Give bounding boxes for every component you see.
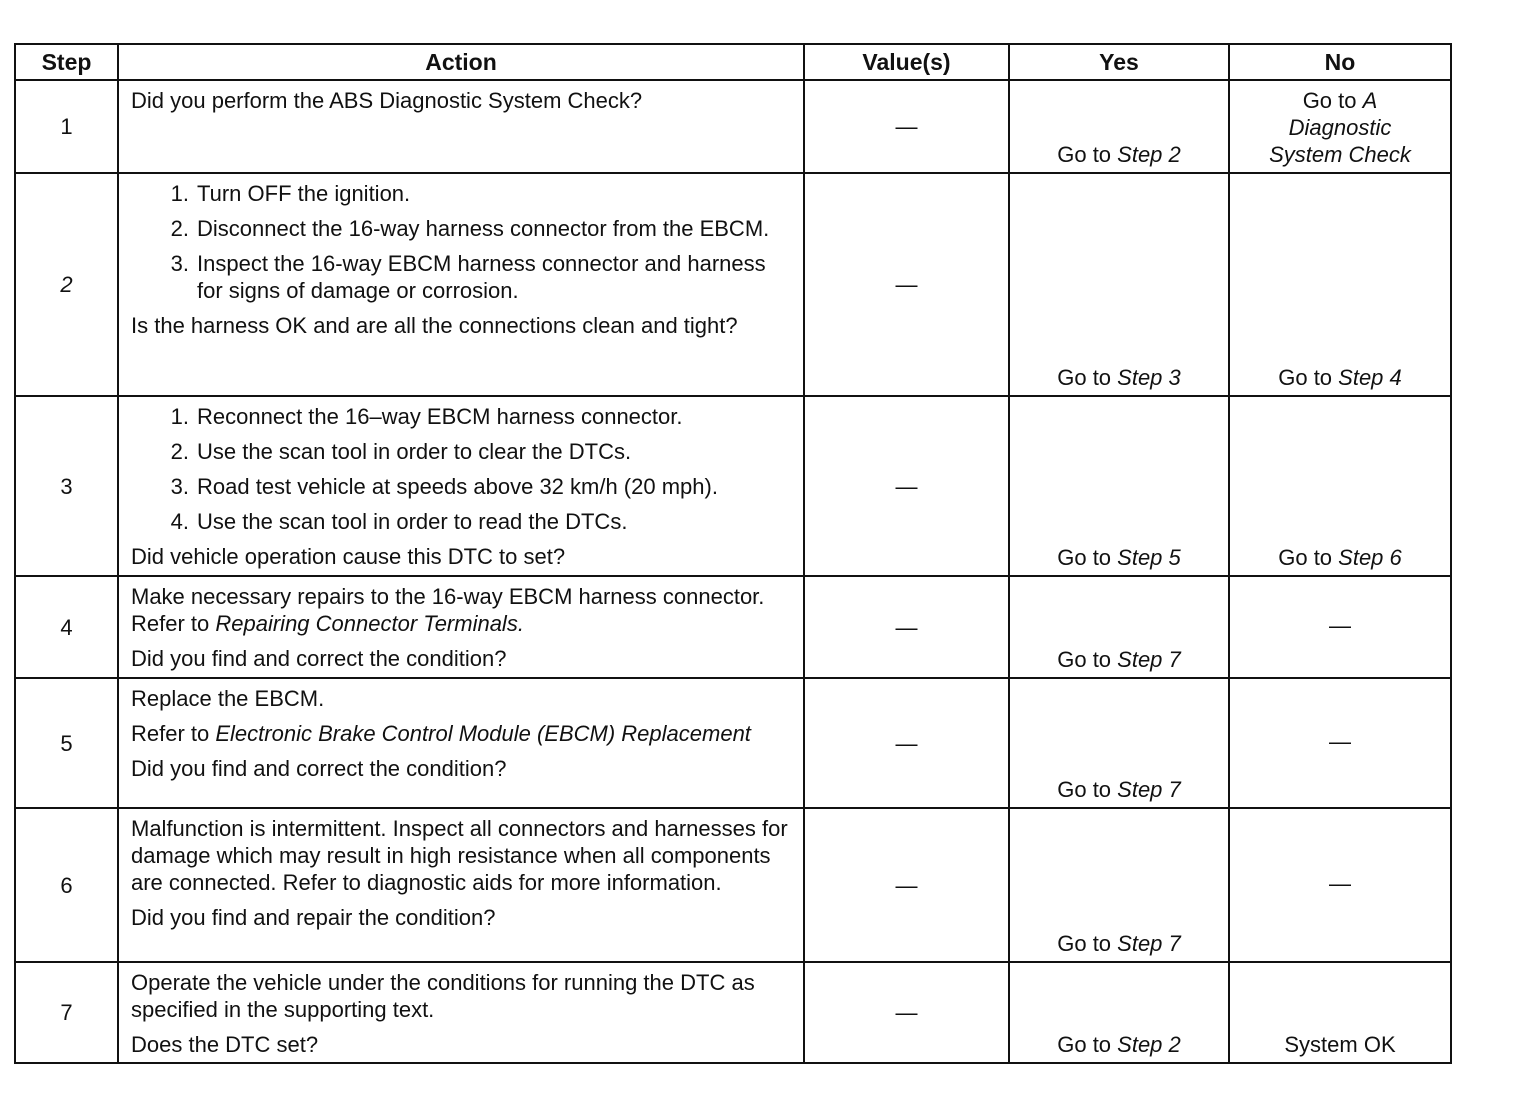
no-cell: Go to Step 6 [1229, 396, 1451, 576]
value-cell: — [804, 173, 1009, 396]
step-number: 3 [15, 396, 118, 576]
step-number: 6 [15, 808, 118, 962]
value-cell: — [804, 808, 1009, 962]
action-question: Does the DTC set? [131, 1032, 319, 1057]
value-cell: — [804, 80, 1009, 173]
list-item: 2. Use the scan tool in order to clear the DTCs. [170, 439, 632, 464]
list-item: 2. Disconnect the 16-way harness connector from the EBCM. [170, 216, 770, 241]
list-item: 3. Inspect the 16-way EBCM harness connector and harness for signs of damage or corrosion. [170, 251, 766, 303]
yes-step-link: Step 7 [1117, 931, 1181, 956]
table-row [15, 576, 1451, 678]
list-item: 3. Road test vehicle at speeds above 32 km/h (20 mph). [170, 474, 718, 499]
yes-prefix: Go to [1057, 142, 1118, 167]
action-question: Did you find and correct the condition? [131, 646, 507, 671]
action-cell [118, 173, 804, 396]
action-steps [131, 180, 793, 304]
header-row [15, 44, 1451, 80]
action-text: Replace the EBCM. [131, 686, 325, 711]
step-number-text: 2 [60, 272, 73, 297]
no-cell: — [1229, 678, 1451, 808]
reference-link: Electronic Brake Control Module (EBCM) Replacement [215, 721, 751, 746]
no-cell: Go to Step 4 [1229, 173, 1451, 396]
action-cell [118, 962, 804, 1063]
action-question: Did you find and correct the condition? [131, 756, 507, 781]
no-cell: — [1229, 808, 1451, 962]
header-action: Action [118, 44, 804, 80]
header-yes: Yes [1009, 44, 1229, 80]
action-steps [131, 403, 793, 535]
no-ref-a: A [1362, 88, 1378, 113]
reference-link: Repairing Connector Terminals. [215, 611, 524, 636]
yes-cell: Go to Step 7 [1009, 576, 1229, 678]
yes-step-link: Step 2 [1117, 142, 1181, 167]
no-step-link: Step 4 [1338, 365, 1402, 390]
table-row [15, 962, 1451, 1063]
header-step: Step [15, 44, 118, 80]
yes-cell: Go to Step 2 [1009, 962, 1229, 1063]
header-no: No [1229, 44, 1451, 80]
value-cell: — [804, 396, 1009, 576]
step-number: 5 [15, 678, 118, 808]
step-number [15, 173, 118, 396]
step-number: 4 [15, 576, 118, 678]
header-values: Value(s) [804, 44, 1009, 80]
no-step-link: Step 6 [1338, 545, 1402, 570]
action-cell [118, 396, 804, 576]
yes-cell: Go to Step 7 [1009, 808, 1229, 962]
yes-step-link: Step 7 [1117, 777, 1181, 802]
yes-cell: Go to Step 5 [1009, 396, 1229, 576]
no-cell: System OK [1229, 962, 1451, 1063]
yes-step-link: Step 5 [1117, 545, 1181, 570]
list-item: 4. Use the scan tool in order to read the DTCs. [170, 509, 628, 534]
action-cell [118, 678, 804, 808]
step-number: 7 [15, 962, 118, 1063]
action-text: Operate the vehicle under the conditions for running the DTC as specified in the supporting text. [131, 970, 755, 1022]
table-row [15, 80, 1451, 173]
list-item: 1. Reconnect the 16–way EBCM harness connector. [170, 404, 683, 429]
yes-cell: Go to Step 3 [1009, 173, 1229, 396]
action-text: Make necessary repairs to the 16-way EBCM harness connector. Refer to Repairing Connector Terminals. [131, 584, 765, 636]
action-question: Did you find and repair the condition? [131, 905, 496, 930]
action-text: Malfunction is intermittent. Inspect all connectors and harnesses for damage which may result in high resistance when all components are connected. Refer to diagnostic aids for more information. [131, 816, 788, 895]
value-cell: — [804, 576, 1009, 678]
action-question: Did vehicle operation cause this DTC to set? [131, 544, 566, 569]
no-ref-line2: Diagnostic [1288, 115, 1392, 140]
diagnostic-table [14, 43, 1452, 1064]
yes-step-link: Step 3 [1117, 365, 1181, 390]
action-cell [118, 576, 804, 678]
step-number: 1 [15, 80, 118, 173]
action-reference: Refer to Electronic Brake Control Module (EBCM) Replacement [131, 721, 751, 746]
value-cell: — [804, 962, 1009, 1063]
table-row [15, 808, 1451, 962]
action-cell [118, 808, 804, 962]
action-question: Did you perform the ABS Diagnostic System Check? [131, 88, 643, 113]
no-ref-line3: System Check [1269, 142, 1411, 167]
value-cell: — [804, 678, 1009, 808]
table-row [15, 678, 1451, 808]
no-cell: — [1229, 576, 1451, 678]
table-row [15, 396, 1451, 576]
yes-cell: Go to Step 7 [1009, 678, 1229, 808]
yes-step-link: Step 7 [1117, 647, 1181, 672]
action-cell [118, 80, 804, 173]
action-question: Is the harness OK and are all the connections clean and tight? [131, 313, 738, 338]
list-item: 1. Turn OFF the ignition. [170, 181, 411, 206]
yes-cell [1009, 80, 1229, 173]
table-row [15, 173, 1451, 396]
yes-step-link: Step 2 [1117, 1032, 1181, 1057]
no-cell [1229, 80, 1451, 173]
no-prefix: Go to [1302, 88, 1363, 113]
